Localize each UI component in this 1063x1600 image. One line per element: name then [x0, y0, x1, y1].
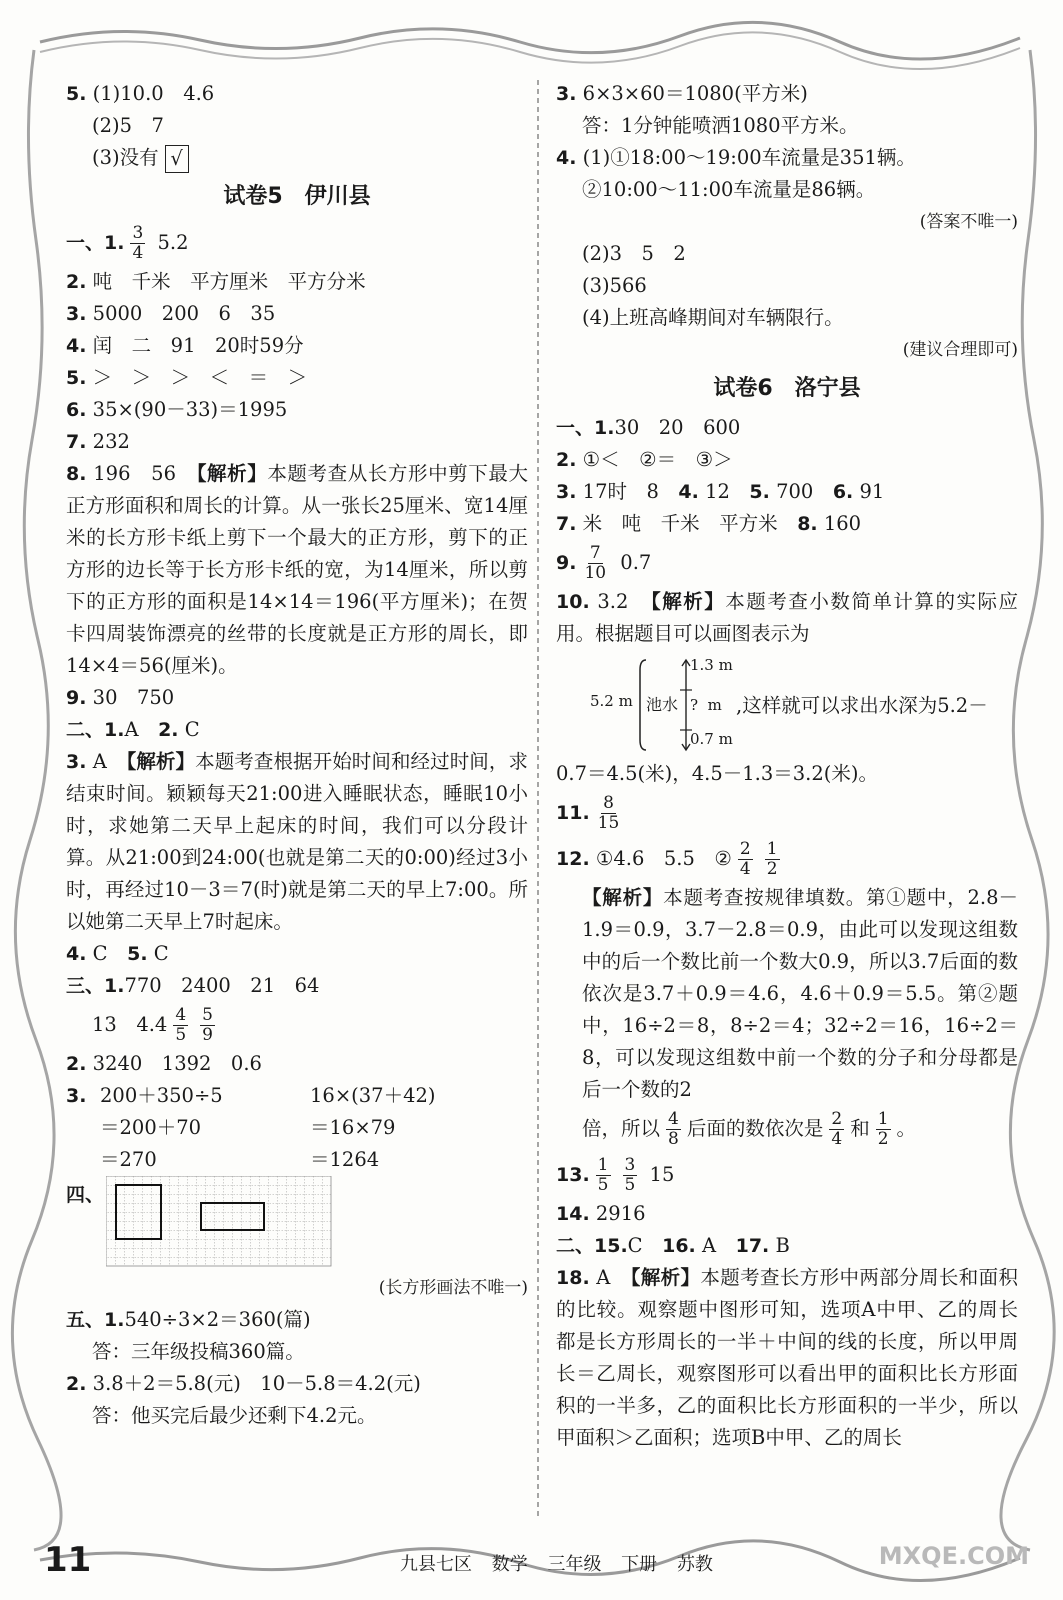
s6-3: 17时 8	[582, 480, 659, 503]
s6-10: 10. 3.2 【解析】本题考查小数简单计算的实际应用。根据题目可以画图表示为	[556, 590, 1018, 645]
s5-drawing: 四、	[66, 1176, 528, 1272]
s5-6: 35×(90－33)＝1995	[92, 398, 288, 421]
s6-12-a: ①4.6 5.5 ②	[595, 847, 732, 870]
s5-er-3: 3. A 【解析】本题考查根据开始时间和经过时间，求结束时间。颖颖每天21:00进入睡眠状态，睡眠10小时，求她第二天早上起床的时间，我们可以分段计算。从21:00到24:00(也就是第二天的0:00)经过3小时，再经过10－3＝7(时)就是第二天的早上7:00。所以她第二天早上7时起床。	[66, 750, 528, 933]
fraction: $\frac{4}{5}$	[175, 1005, 187, 1045]
s5-er-5: C	[153, 942, 169, 965]
diagram-after: ,这样就可以求出水深为5.2－	[736, 694, 988, 717]
r-4-note: (答案不唯一)	[919, 212, 1018, 232]
s6-17: B	[775, 1234, 790, 1257]
s6-13-rest: 15	[649, 1163, 675, 1186]
grid-drawing	[106, 1176, 336, 1268]
footer	[0, 1536, 1063, 1596]
answer-5-2: (2)5 7	[92, 114, 164, 137]
s6-14: 2916	[595, 1202, 646, 1225]
s5-5: ＞ ＞ ＞ ＜ ＝ ＞	[92, 366, 308, 389]
s5-er-2: C	[184, 718, 200, 741]
s5-san-1a: 770 2400 21 64	[124, 974, 320, 997]
s5-1-rest: 5.2	[157, 231, 189, 254]
fraction: $\frac{2}{4}$	[739, 839, 751, 879]
r-4-2: (2)3 5 2	[582, 242, 686, 265]
s6-part1-label: 一、1.	[556, 417, 615, 439]
s5-wu-1: 540÷3×2＝360(篇)	[124, 1308, 311, 1331]
s5-wu-1-ans: 答：三年级投稿360篇。	[92, 1340, 305, 1363]
s5-part5-label: 五、1.	[66, 1309, 125, 1331]
s5-er-4: C	[92, 942, 108, 965]
section-6-title: 试卷6 洛宁县	[713, 376, 861, 401]
diagram-pool: 池水	[646, 695, 679, 714]
s6-10-tail: 0.7＝4.5(米)，4.5－1.3＝3.2(米)。	[556, 762, 878, 785]
left-column: 5. (1)10.0 4.6 (2)5 7 (3)没有 √ 试卷5 伊川县 一、1. $\frac{3}{4}$ 5.2 2. 吨 千米 平方厘米 平方分米 3. 5000 200 6 35 4. 闰 二 91 20时59分 5. ＞ ＞ ＞ ＜ ＝ ＞ 6. 35×(90－33)＝1995 7. 232 8. 196 56 【解析】本题考查从长方形中剪下最大正方形面积和周长的计算。从一张长25厘米、宽14厘米的长方形卡纸上剪下一个最大的正方形，剪下的正方形的边长等于长方形卡纸的宽，为14厘米，所以剪下的正方形的面积是14×14＝196(平方厘米)；在贺卡四周装饰漂亮的丝带的长度就是正方形的周长，即14×4＝56(厘米)。 9. 30 750 二、1.A 2. C 3. A 【解析】本题考查根据开始时间和经过时间，求结束时间。颖颖每天21:00进入睡眠状态，睡眠10小时，求她第二天早上起床的时间，我们可以分段计算。从21:00到24:00(也就是第二天的0:00)经过3小时，再经过10－3＝7(时)就是第二天的早上7:00。所以她第二天早上7时起床。 4. C 5. C 三、1.770 2400 21 64 13 4.4 $\frac{4}{5}$ $\frac{5}{9}$ 2. 3240 1392 0.6 3. 200＋350÷5 ＝200＋70 ＝270 16×(37＋42) ＝16×79 ＝1264 四、 (长方形画法不唯一) 五、1.540÷3×2＝360(篇) 答：三年级投稿360篇。 2. 3.8＋2＝5.8(元) 10－5.8＝4.2(元) 答：他买完后最少还剩下4.2元。	[66, 78, 528, 1432]
fraction: $\frac{8}{15}$	[597, 793, 620, 833]
r-4-4: (4)上班高峰期间对车辆限行。	[582, 306, 844, 329]
s6-18: 18. A 【解析】本题考查长方形中两部分周长和面积的比较。观察题中图形可知，选项A中甲、乙的周长都是长方形周长的一半＋中间的线的长度，所以甲周长＝乙周长，观察图形可以看出甲的面积比长方形面积的一半多，乙的面积比长方形面积的一半少，所以甲面积＞乙面积；选项B中甲、乙的周长	[556, 1266, 1018, 1449]
s6-7: 米 吨 千米 平方米	[582, 512, 778, 535]
s5-part3-label: 三、1.	[66, 975, 125, 997]
s6-1: 30 20 600	[614, 416, 741, 439]
s5-9: 30 750	[92, 686, 175, 709]
r-4-note2: (建议合理即可)	[902, 340, 1018, 360]
right-column: 3. 6×3×60＝1080(平方米) 答：1分钟能喷洒1080平方米。 4. (1)①18:00～19:00车流量是351辆。 ②10:00～11:00车流量是86辆。 (答案不唯一) (2)3 5 2 (3)566 (4)上班高峰期间对车辆限行。 (建议合理即可) 试卷6 洛宁县 一、1.30 20 600 2. ①＜ ②＝ ③＞ 3. 17时 8 4. 12 5. 700 6. 91 7. 米 吨 千米 平方米 8. 160 9. $\frac{7}{10}$ 0.7 10. 3.2 【解析】本题考查小数简单计算的实际应用。根据题目可以画图表示为 5.2 m 池水 1.3 m ? m 0.7 m ,这样就可以求出水深为5.2－ 0.7＝4.5(米)，4.5－1.3＝3.2(米)。 11. $\frac{8}{15}$ 12. ①4.6 5.5 ② $\frac{2}{4}$ $\frac{1}{2}$ 【解析】本题考查按规律填数。第①题中，2.8－1.9＝0.9，3.7－2.8＝0.9，由此可以发现这组数中的后一个数比前一个数大0.9，所以3.7后面的数依次是3.7＋0.9＝4.6，4.6＋0.9＝5.5。第②题中，16÷2＝8，8÷2＝4；32÷2＝16，16÷2＝8，可以发现这组数中前一个数的分子和分母都是后一个数的2 倍，所以 $\frac{4}{8}$ 后面的数依次是 $\frac{2}{4}$ 和 $\frac{1}{2}$ 。 13. $\frac{1}{5}$ $\frac{3}{5}$ 15 14. 2916 二、15.C 16. A 17. B 18. A 【解析】本题考查长方形中两部分周长和面积的比较。观察题中图形可知，选项A中甲、乙的周长都是长方形周长的一半＋中间的线的长度，所以甲周长＝乙周长，观察图形可以看出甲的面积比长方形面积的一半多，乙的面积比长方形面积的一半少，所以甲面积＞乙面积；选项B中甲、乙的周长	[556, 78, 1018, 1454]
s5-4: 闰 二 91 20时59分	[92, 334, 304, 357]
s5-er-1: A	[124, 718, 139, 741]
section-5-title: 试卷5 伊川县	[223, 184, 371, 209]
fraction: $\frac{3}{4}$	[132, 223, 144, 263]
s6-9-rest: 0.7	[620, 551, 652, 574]
s5-wu-2-ans: 答：他买完后最少还剩下4.2元。	[92, 1404, 377, 1427]
s6-4: 12	[705, 480, 730, 503]
s5-part2-label: 二、1.	[66, 719, 125, 741]
r-3: 6×3×60＝1080(平方米)	[582, 82, 808, 105]
diagram-mid: ? m	[690, 696, 722, 714]
s6-2: ①＜ ②＝ ③＞	[582, 448, 733, 471]
fraction: $\frac{1}{2}$	[766, 839, 778, 879]
s6-12-tail: 倍，所以 $\frac{4}{8}$ 后面的数依次是 $\frac{2}{4}$ 和 $\frac{1}{2}$ 。	[582, 1109, 917, 1149]
diagram-bottom: 0.7 m	[690, 730, 733, 748]
s5-san-2: 3240 1392 0.6	[92, 1052, 262, 1075]
s6-5: 700	[776, 480, 814, 503]
s6-part2-label: 二、15.	[556, 1235, 628, 1257]
s6-12-analysis: 【解析】本题考查按规律填数。第①题中，2.8－1.9＝0.9，3.7－2.8＝0.9，由此可以发现这组数中的后一个数比前一个数大0.9，所以3.7后面的数依次是3.7＋0.9＝4.6，4.6＋0.9＝5.5。第②题中，16÷2＝8，8÷2＝4；32÷2＝16，16÷2＝8，可以发现这组数中前一个数的分子和分母都是后一个数的2	[582, 886, 1018, 1101]
s5-wu-2: 3.8＋2＝5.8(元) 10－5.8＝4.2(元)	[92, 1372, 421, 1395]
footer-text: 九县七区 数学 三年级 下册 苏教	[400, 1554, 713, 1575]
r-3-ans: 答：1分钟能喷洒1080平方米。	[582, 114, 859, 137]
fraction: $\frac{3}{5}$	[624, 1155, 636, 1195]
r-4-1: (1)①18:00～19:00车流量是351辆。	[582, 146, 916, 169]
s5-san-3: 3. 200＋350÷5 ＝200＋70 ＝270 16×(37＋42) ＝16×79 ＝1264	[66, 1084, 436, 1171]
diagram-top: 1.3 m	[690, 656, 733, 674]
r-4-1b: ②10:00～11:00车流量是86辆。	[582, 178, 876, 201]
s5-3: 5000 200 6 35	[92, 302, 276, 325]
s5-7: 232	[92, 430, 130, 453]
s6-16: A	[701, 1234, 717, 1257]
s5-san-1b: 13 4.4	[92, 1013, 168, 1036]
s5-si-note: (长方形画法不唯一)	[378, 1278, 528, 1298]
s6-15: C	[627, 1234, 643, 1257]
s5-2: 吨 千米 平方厘米 平方分米	[92, 270, 366, 293]
answer-5-3: (3)没有	[92, 146, 159, 169]
s5-8: 8. 196 56 【解析】本题考查从长方形中剪下最大正方形面积和周长的计算。从一张长25厘米、宽14厘米的长方形卡纸上剪下一个最大的正方形，剪下的正方形的边长等于长方形卡纸的宽，为14厘米，所以剪下的正方形的面积是14×14＝196(平方厘米)；在贺卡四周装饰漂亮的丝带的长度就是正方形的周长，即14×4＝56(厘米)。	[66, 462, 528, 677]
fraction: $\frac{1}{5}$	[597, 1155, 609, 1195]
fraction: $\frac{7}{10}$	[584, 543, 607, 583]
s5-part1-label: 一、1.	[66, 232, 125, 254]
water-depth-diagram	[556, 650, 1018, 758]
answer-5-1: (1)10.0 4.6	[92, 82, 215, 105]
fraction: $\frac{5}{9}$	[202, 1005, 213, 1045]
s6-6: 91	[859, 480, 885, 503]
s6-8: 160	[823, 512, 862, 535]
diagram-total: 5.2 m	[590, 692, 633, 710]
r-4-3: (3)566	[582, 274, 647, 297]
check-box: √	[165, 145, 189, 173]
watermark: MXQE.COM	[878, 1542, 1029, 1570]
page-number: 11	[44, 1540, 92, 1580]
